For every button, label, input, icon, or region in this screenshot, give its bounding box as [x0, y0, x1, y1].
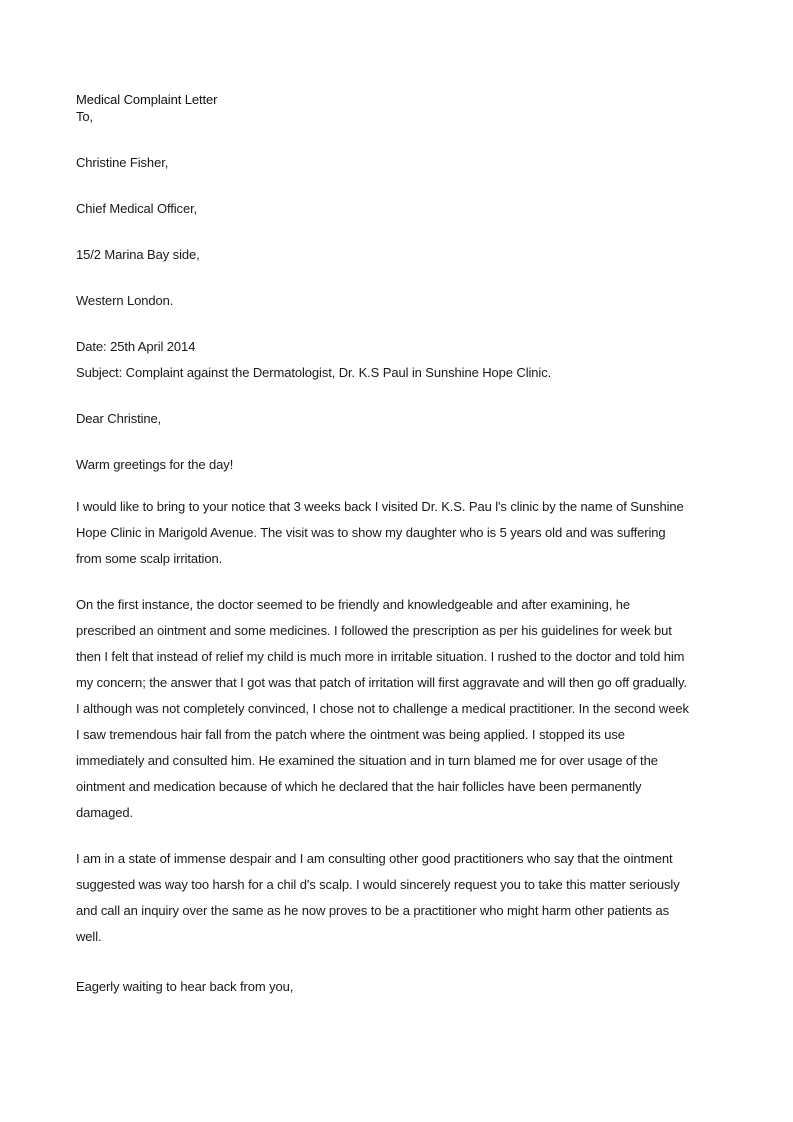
greeting: Dear Christine,: [76, 411, 162, 426]
date-line: Date: 25th April 2014: [76, 339, 196, 354]
letter-body: [76, 91, 716, 996]
paragraph-3-line: suggested was way too harsh for a chil d's scalp. I would sincerely request you to take this matter seriously: [76, 877, 680, 892]
paragraph-1-line: Hope Clinic in Marigold Avenue. The visit was to show my daughter who is 5 years old and was suffering: [76, 525, 666, 540]
paragraph-3: [76, 846, 716, 950]
paragraph-2-line: my concern; the answer that I got was that patch of irritation will first aggravate and will then go off gradually.: [76, 675, 687, 690]
paragraph-2-line: prescribed an ointment and some medicines. I followed the prescription as per his guidelines for week but: [76, 623, 672, 638]
recipient-address-line1: 15/2 Marina Bay side,: [76, 247, 200, 262]
paragraph-2-line: On the first instance, the doctor seemed to be friendly and knowledgeable and after examining, he: [76, 597, 630, 612]
closing-line: Eagerly waiting to hear back from you,: [76, 979, 294, 994]
paragraph-2-line: I although was not completely convinced, I chose not to challenge a medical practitioner. In the second week: [76, 701, 689, 716]
paragraph-1: [76, 494, 716, 572]
paragraph-2-line: immediately and consulted him. He examined the situation and in turn blamed me for over usage of the: [76, 753, 658, 768]
salutation-to: To,: [76, 109, 94, 124]
recipient-name: Christine Fisher,: [76, 155, 169, 170]
paragraph-2-line: ointment and medication because of which he declared that the hair follicles have been permanently: [76, 779, 642, 794]
paragraph-2: [76, 592, 716, 826]
document-title: Medical Complaint Letter: [76, 92, 218, 107]
paragraph-1-line: I would like to bring to your notice that 3 weeks back I visited Dr. K.S. Pau l's clinic by the name of Sunshine: [76, 499, 684, 514]
paragraph-3-line: well.: [76, 929, 102, 944]
paragraph-2-line: then I felt that instead of relief my child is much more in irritable situation. I rushed to the doctor and told him: [76, 649, 685, 664]
paragraph-3-line: I am in a state of immense despair and I am consulting other good practitioners who say that the ointment: [76, 851, 673, 866]
paragraph-2-line: damaged.: [76, 805, 134, 820]
paragraph-2-line: I saw tremendous hair fall from the patch where the ointment was being applied. I stopped its use: [76, 727, 625, 742]
warm-greeting: Warm greetings for the day!: [76, 457, 234, 472]
recipient-position: Chief Medical Officer,: [76, 201, 198, 216]
paragraph-3-line: and call an inquiry over the same as he now proves to be a practitioner who might harm other patients as: [76, 903, 669, 918]
recipient-address-line2: Western London.: [76, 293, 174, 308]
paragraph-1-line: from some scalp irritation.: [76, 551, 223, 566]
subject-line: Subject: Complaint against the Dermatologist, Dr. K.S Paul in Sunshine Hope Clinic.: [76, 365, 552, 380]
